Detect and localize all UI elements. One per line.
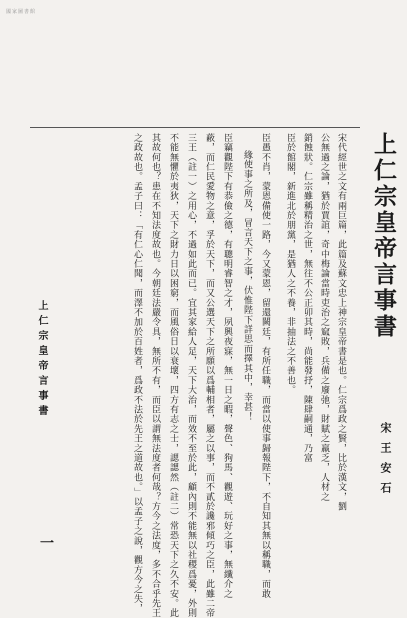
body-column-5: 三王（註一）之用心，不過如此而已。宜其家給人足，天下大治，而效不至於此，顧內則不能無以社稷爲憂，外則 [186, 133, 196, 618]
body-column-4: 蔽，而仁民愛物之意，孚於天下，而又公選天下之所願以爲輔相者，屬之以事，而不貳於讒邪傾巧之臣，此雖二帝 [204, 133, 214, 618]
body-column-1: 臣愚不肖，蒙恩備使一路，今又蒙恩，留還闕廷，有所任職，而當以使事歸報陛下，不自知其無以稱職，而敢 [260, 133, 270, 599]
intro-column-4: 臣於館閣，新進北於朋黨，是猶人之不養，非抽法之不善也。 [285, 133, 295, 395]
running-heading: 上仁宗皇帝言事書 [36, 300, 47, 420]
body-column-8: 之政故也。孟子曰：「有仁心仁聞，而澤不加於百姓者，爲政不法於先王之道故也。」以孟子之說，觀方今之失， [132, 133, 142, 614]
body-column-2: 緣使事之所及，冒言天下之事，伏惟陛下詳思而擇其中，幸甚！ [242, 150, 252, 422]
library-watermark: 國家圖書館 [6, 9, 37, 15]
intro-column-3: 銷蝕狀。仁宗雖稱精治之世，無往不公正卯其時，尚能發抒，陳肆嗣通，乃富 [302, 133, 312, 463]
top-rule [30, 127, 360, 128]
body-column-7: 其故何也？患在不知法度故也。今朝廷法嚴令具，無所不有，而臣以謂無法度者何哉？方今之法度，多不合乎先王 [150, 133, 160, 618]
page-number: 一 [40, 536, 54, 552]
intro-column-2: 公無過之論，猶於賈誼，奇中梅論當時吏治之窳敗，兵備之廢弛，財賦之羸乏，人材之 [319, 133, 329, 502]
body-column-6: 不能無懼於夷狄，天下之財力日以困窮，而風俗日以衰壞，四方有志之士，諰諰然（註二）常恐天下之久不安。此 [168, 133, 178, 618]
document-title: 上仁宗皇帝言事書 [370, 132, 397, 340]
intro-column-1: 宋代經世之文有兩巨篇，此篇及蘇文忠上神宗皇帝書是也。仁宗爲政之賢，比於漢文，劉 [336, 133, 346, 512]
author-line: 宋王安石 [379, 422, 392, 502]
body-column-3: 臣竊觀陛下有恭儉之德，有聰明睿智之才，夙興夜寐，無一日之暇，聲色、狗馬、觀遊、玩好之事，無纖介之 [222, 133, 232, 599]
